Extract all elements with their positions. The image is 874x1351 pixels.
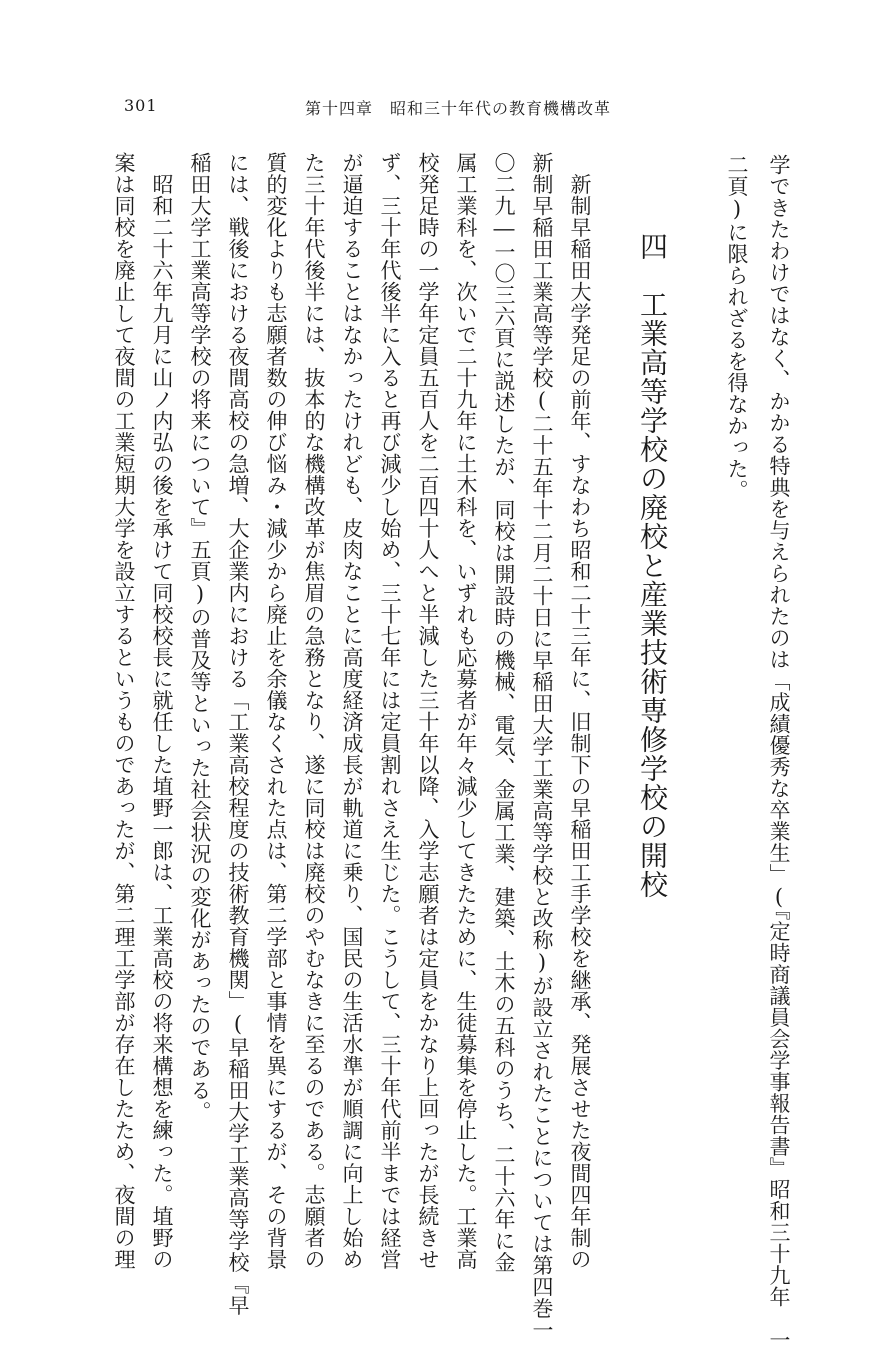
body-column-4: 属工業科を、次いで二十九年に土木科を、いずれも応募者が年々減少してきたために、生徒募集を停止した。工業高 <box>454 152 478 1270</box>
body-column-3: 〇二九―一〇三六頁に説述したが、同校は開設時の機械、電気、金属工業、建築、土木の五科のうち、二十六年に金 <box>492 152 516 1273</box>
section-heading: 四 工業高等学校の廃校と産業技術専修学校の開校 <box>636 232 669 899</box>
body-column-12: 昭和二十六年九月に山ノ内弘の後を承けて同校校長に就任した埴野一郎は、工業高校の将来構想を練った。埴野の <box>150 152 174 1270</box>
body-column-2: 新制早稲田工業高等学校(二十五年十二月二十日に早稲田大学工業高等学校と改称)が設立されたことについては第四巻一 <box>530 152 554 1341</box>
page-number: 301 <box>124 96 158 115</box>
running-header: 第十四章 昭和三十年代の教育機構改革 <box>305 99 612 118</box>
body-column-10: には、戦後における夜間高校の急増、大企業内における「工業高校程度の技術教育機関」(早稲田大学工業高等学校『早 <box>226 152 250 1316</box>
body-column-6: ず、三十年代後半に入ると再び減少し始め、三十七年には定員割れさえ生じた。こうして、三十年代前半までは経営 <box>378 152 402 1270</box>
body-column-8: た三十年代後半には、抜本的な機構改革が焦眉の急務となり、遂に同校は廃校のやむなきに至るのである。志願者の <box>302 152 326 1270</box>
body-column-1: 新制早稲田大学発足の前年、すなわち昭和二十三年に、旧制下の早稲田工手学校を継承、発展させた夜間四年制の <box>568 152 592 1270</box>
intro-column-1: 学できたわけではなく、かかる特典を与えられたのは「成績優秀な卒業生」(『定時商議員会学事報告書』昭和三十九年 一 <box>767 154 791 1351</box>
intro-column-2: 二頁)に限られざるを得なかった。 <box>725 154 749 501</box>
body-column-11: 稲田大学工業高等学校の将来について』五頁)の普及等といった社会状況の変化があったのである。 <box>188 152 212 1123</box>
body-column-9: 質的変化よりも志願者数の伸び悩み・減少から廃止を余儀なくされた点は、第二学部と事情を異にするが、その背景 <box>264 152 288 1270</box>
body-column-5: 校発足時の一学年定員五百人を二百四十人へと半減した三十年以降、入学志願者は定員をかなり上回ったが長続きせ <box>416 152 440 1270</box>
body-column-7: が逼迫することはなかったけれども、皮肉なことに高度経済成長が軌道に乗り、国民の生活水準が順調に向上し始め <box>340 152 364 1270</box>
body-column-13: 案は同校を廃止して夜間の工業短期大学を設立するというものであったが、第二理工学部が存在したため、夜間の理 <box>112 152 136 1270</box>
